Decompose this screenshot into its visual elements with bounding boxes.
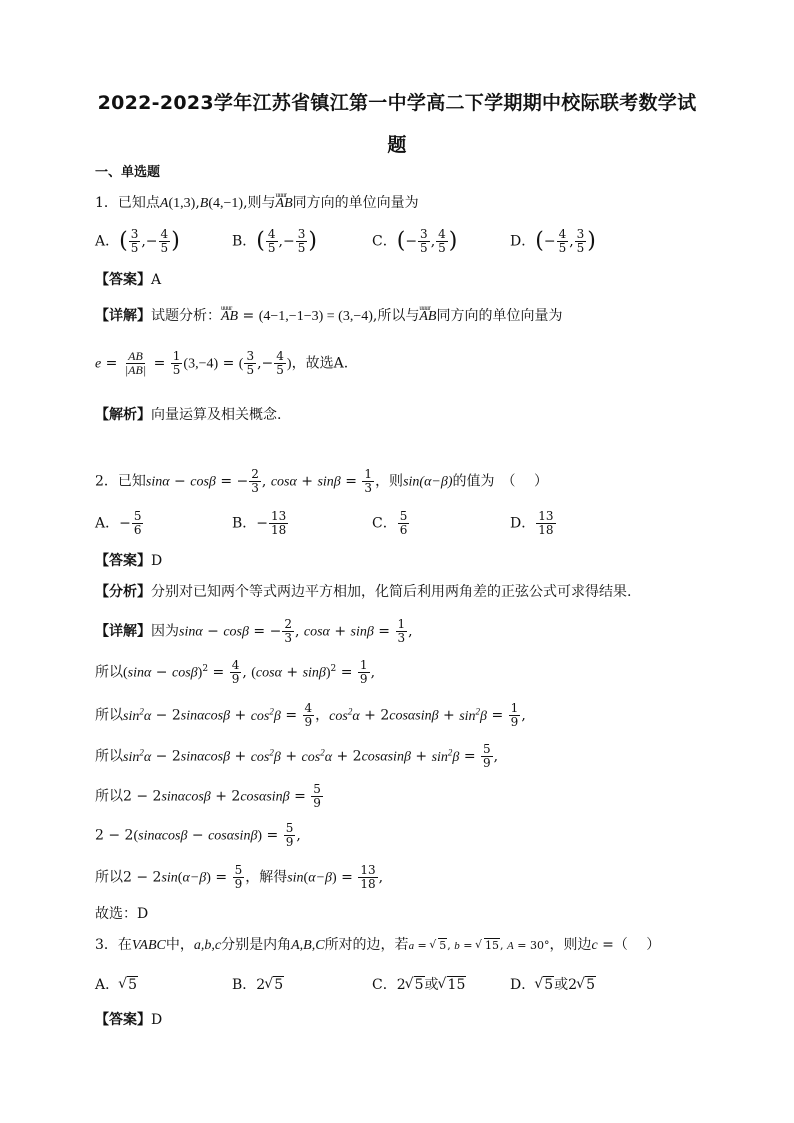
q2-step-2: 所以$(\sin\alpha - \cos\beta)^2$ = $\frac{4}{9}$ , $(\cos\alpha + \sin\beta)^2$ = $\frac{1}{9}$ , xyxy=(95,658,376,687)
q1-detail-line1: 【详解】试题分析：uuur AB = (4−1,−1−3) = (3,−4),所以与uuur AB同方向的单位向量为 xyxy=(95,306,562,327)
q2-step-3: 所以$\sin^2\alpha - 2\sin\alpha\cos\beta + \cos^2\beta$ = $\frac{4}{9}$ ，$\cos^2\alpha + 2\cos\alpha\sin\beta + \sin^2\beta$ = $\frac{1}{9}$ , xyxy=(95,701,526,730)
q2-option-c: C． $\frac{5}{6}$ xyxy=(372,509,408,537)
q2-option-b: B．− $\frac{13}{18}$ xyxy=(232,509,287,537)
q2-step-4: 所以$\sin^2\alpha - 2\sin\alpha\cos\beta + \cos^2\beta + \cos^2\alpha + 2\cos\alpha\sin\beta + \sin^2\beta$ = $\frac{5}{9}$ , xyxy=(95,742,499,771)
q3-option-c: C．2√ 5或√ 15 xyxy=(372,974,466,994)
q1-option-a: A．( $\frac{3}{5}$ ,− $\frac{4}{5}$ ) xyxy=(95,227,180,255)
q1-option-b: B．( $\frac{4}{5}$ ,− $\frac{3}{5}$ ) xyxy=(232,227,317,255)
q1-analysis: 【解析】向量运算及相关概念. xyxy=(95,407,282,423)
q2-step-6: 2 − 2(sinαcosβ − cosαsinβ) = $\frac{5}{9}$ , xyxy=(95,821,301,849)
document-title-line2: 题 xyxy=(387,134,407,156)
document-title-line1: 2022-2023学年江苏省镇江第一中学高二下学期期中校际联考数学试 xyxy=(97,92,697,114)
q1-answer: 【答案】A xyxy=(95,272,162,288)
q2-step-7: 所以2 − 2sin(α−β) = $\frac{5}{9}$ ，解得sin(α−β) = $\frac{13}{18}$ , xyxy=(95,863,384,891)
q2-option-a: A．− $\frac{5}{6}$ xyxy=(95,509,142,537)
q2-question: 2．已知sinα − cosβ = − $\frac{2}{3}$ , cosα + sinβ = $\frac{1}{3}$ ，则sin(α−β)的值为 （ ） xyxy=(95,467,548,495)
q3-option-b: B．2√ 5 xyxy=(232,974,284,994)
q2-step-5: 所以2 − 2sinαcosβ + 2cosαsinβ = $\frac{5}{9}$ xyxy=(95,782,321,810)
q2-step-1: 【详解】因为sinα − cosβ = − $\frac{2}{3}$ , cosα + sinβ = $\frac{1}{3}$ , xyxy=(95,617,413,645)
q1-detail-line2: e = $\frac{AB}{|AB|}$ = $\frac{1}{5}$ (3,−4) = ( $\frac{3}{5}$ ,− $\frac{4}{5}$ )，故选A. xyxy=(95,349,349,377)
q2-step-8: 故选：D xyxy=(95,906,149,922)
q3-option-a: A．√ 5 xyxy=(95,974,138,994)
q2-answer: 【答案】D xyxy=(95,553,163,569)
q3-option-d: D．√ 5或2√ 5 xyxy=(510,974,596,994)
q1-option-c: C．(− $\frac{3}{5}$ , $\frac{4}{5}$ ) xyxy=(372,227,458,255)
q2-fenxi: 【分析】分别对已知两个等式两边平方相加，化简后利用两角差的正弦公式可求得结果. xyxy=(95,584,632,600)
q3-answer: 【答案】D xyxy=(95,1012,163,1028)
q1-option-d: D．(− $\frac{4}{5}$ , $\frac{3}{5}$ ) xyxy=(510,227,596,255)
q2-option-d: D． $\frac{13}{18}$ xyxy=(510,509,554,537)
q1-question: 1．已知点A(1,3),B(4,−1),则与uuur AB同方向的单位向量为 xyxy=(95,193,419,214)
section-heading: 一、单选题 xyxy=(95,165,161,180)
q3-question: 3．在VABC中，a,b,c分别是内角A,B,C所对的边，若a = √ 5, b = √ 15, A = 30°，则边c =（ ） xyxy=(95,935,660,956)
